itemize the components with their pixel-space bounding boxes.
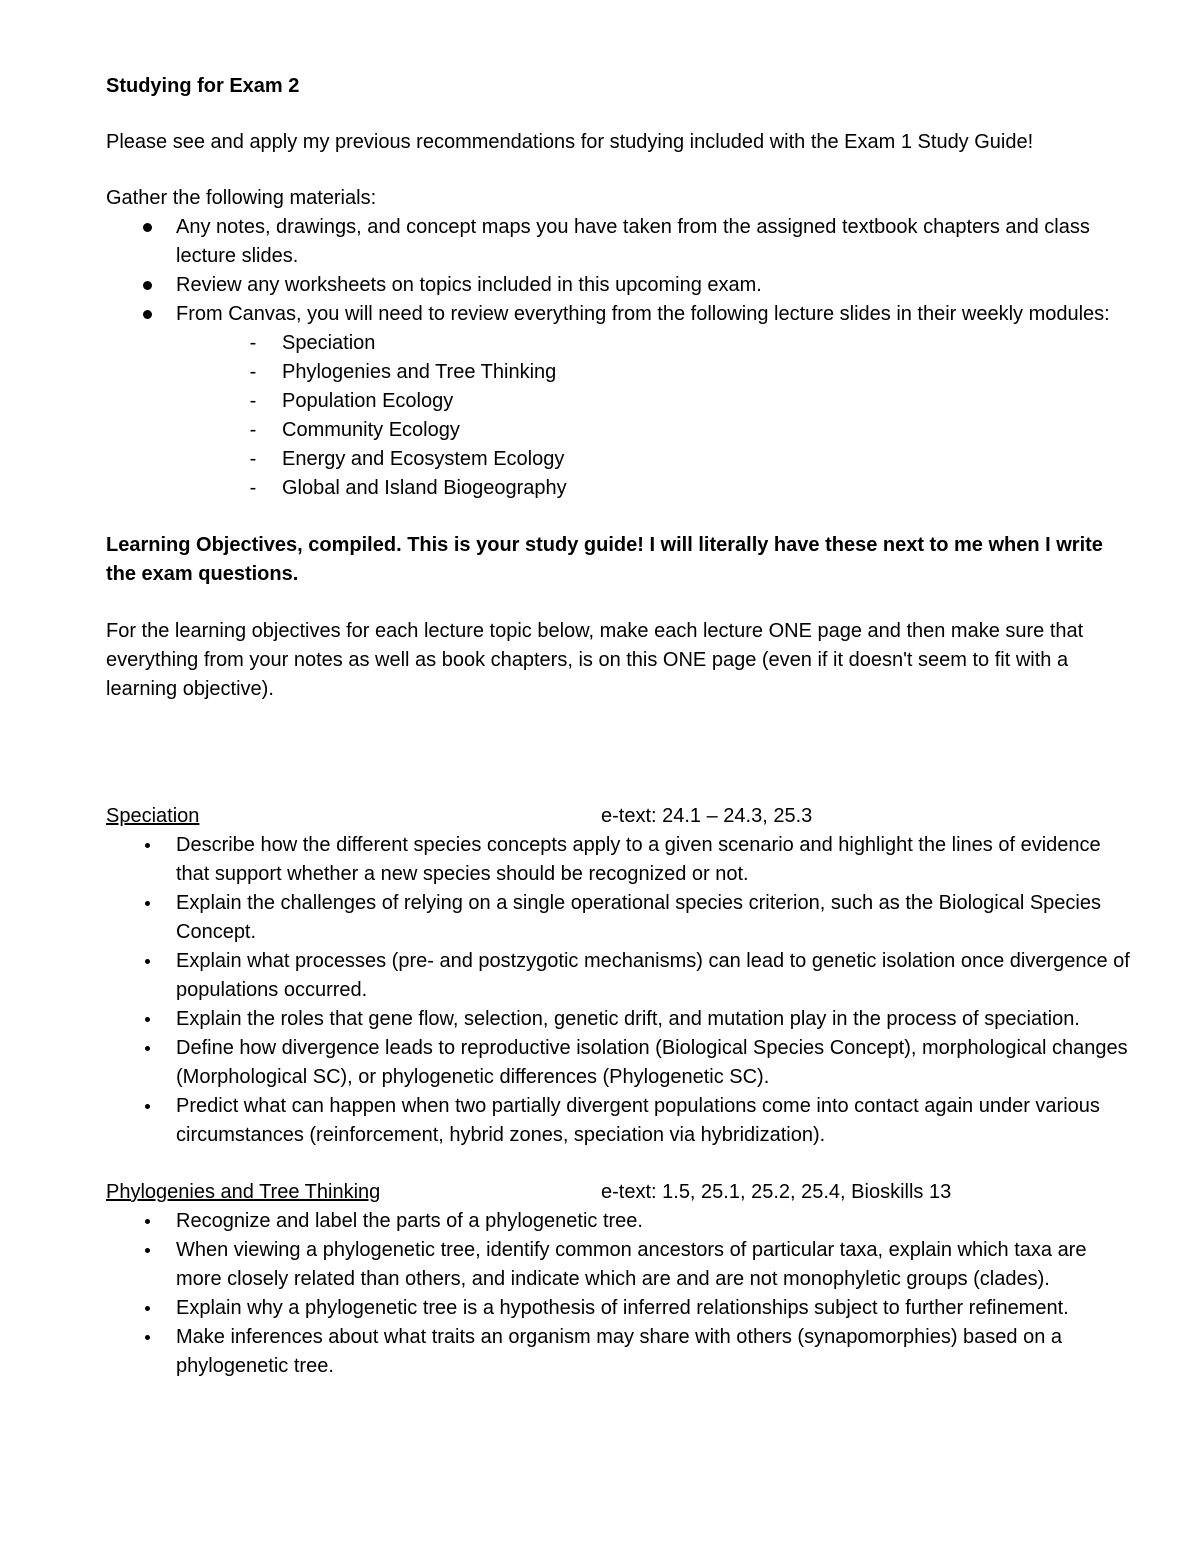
bullet-dot-icon xyxy=(140,300,154,329)
list-item: Predict what can happen when two partially divergent populations come into contact again under various circumstances (reinforcement, hybrid zones, speciation via hybridization). xyxy=(106,1092,1130,1150)
bullet-dot-icon xyxy=(140,1034,154,1063)
objectives-heading: Learning Objectives, compiled. This is your study guide! I will literally have these next to me when I write the exam questions. xyxy=(106,534,1103,585)
list-item: - Phylogenies and Tree Thinking xyxy=(106,358,1130,387)
list-item: Make inferences about what traits an organism may share with others (synapomorphies) based on a phylogenetic tree. xyxy=(106,1323,1130,1381)
dash-icon: - xyxy=(249,361,257,383)
dash-icon: - xyxy=(249,390,257,412)
section-title: Speciation xyxy=(106,805,200,827)
bullet-dot-icon xyxy=(140,1294,154,1323)
intro-text: Please see and apply my previous recommendations for studying included with the Exam 1 Study Guide! xyxy=(106,131,1034,153)
section-reference: e-text: 1.5, 25.1, 25.2, 25.4, Bioskills 13 xyxy=(601,1181,952,1203)
list-item: - Community Ecology xyxy=(106,416,1130,445)
list-item: Explain the roles that gene flow, selection, genetic drift, and mutation play in the process of speciation. xyxy=(106,1005,1130,1034)
gather-heading: Gather the following materials: xyxy=(106,187,377,209)
list-item: Recognize and label the parts of a phylogenetic tree. xyxy=(106,1207,1130,1236)
list-item: Any notes, drawings, and concept maps you have taken from the assigned textbook chapters and class lecture slides. xyxy=(106,213,1130,271)
list-item: - Global and Island Biogeography xyxy=(106,474,1130,503)
list-item: Explain why a phylogenetic tree is a hypothesis of inferred relationships subject to further refinement. xyxy=(106,1294,1130,1323)
gather-list xyxy=(106,213,1130,329)
list-item: - Population Ecology xyxy=(106,387,1130,416)
list-item: Explain the challenges of relying on a single operational species criterion, such as the Biological Species Concept. xyxy=(106,889,1130,947)
list-item: - Speciation xyxy=(106,329,1130,358)
bullet-dot-icon xyxy=(140,831,154,860)
dash-icon: - xyxy=(249,477,257,499)
list-item: Describe how the different species concepts apply to a given scenario and highlight the lines of evidence that support whether a new species should be recognized or not. xyxy=(106,831,1130,889)
section-reference: e-text: 24.1 – 24.3, 25.3 xyxy=(601,805,813,827)
section-title: Phylogenies and Tree Thinking xyxy=(106,1181,381,1203)
bullet-dot-icon xyxy=(140,213,154,242)
objective-list xyxy=(106,1207,1130,1381)
bullet-dot-icon xyxy=(140,1236,154,1265)
lecture-list xyxy=(106,329,1130,503)
list-item: Define how divergence leads to reproductive isolation (Biological Species Concept), morphological changes (Morphological SC), or phylogenetic differences (Phylogenetic SC). xyxy=(106,1034,1130,1092)
bullet-dot-icon xyxy=(140,947,154,976)
document-title: Studying for Exam 2 xyxy=(106,75,300,97)
section-speciation xyxy=(106,802,1130,1150)
bullet-dot-icon xyxy=(140,271,154,300)
bullet-dot-icon xyxy=(140,889,154,918)
list-item: From Canvas, you will need to review everything from the following lecture slides in their weekly modules: xyxy=(106,300,1130,329)
bullet-dot-icon xyxy=(140,1207,154,1236)
objectives-intro: For the learning objectives for each lecture topic below, make each lecture ONE page and then make sure that everything from your notes as well as book chapters, is on this ONE page (even if it doesn't seem to fit with a learning objective). xyxy=(106,620,1084,700)
section-phylogenies xyxy=(106,1178,1130,1381)
list-item: When viewing a phylogenetic tree, identify common ancestors of particular taxa, explain which taxa are more closely related than others, and indicate which are and are not monophyletic groups (clades). xyxy=(106,1236,1130,1294)
list-item: Explain what processes (pre- and postzygotic mechanisms) can lead to genetic isolation once divergence of populations occurred. xyxy=(106,947,1130,1005)
list-item: - Energy and Ecosystem Ecology xyxy=(106,445,1130,474)
dash-icon: - xyxy=(249,448,257,470)
bullet-dot-icon xyxy=(140,1092,154,1121)
list-item: Review any worksheets on topics included in this upcoming exam. xyxy=(106,271,1130,300)
dash-icon: - xyxy=(249,419,257,441)
bullet-dot-icon xyxy=(140,1323,154,1352)
dash-icon: - xyxy=(249,332,257,354)
bullet-dot-icon xyxy=(140,1005,154,1034)
objective-list xyxy=(106,831,1130,1150)
